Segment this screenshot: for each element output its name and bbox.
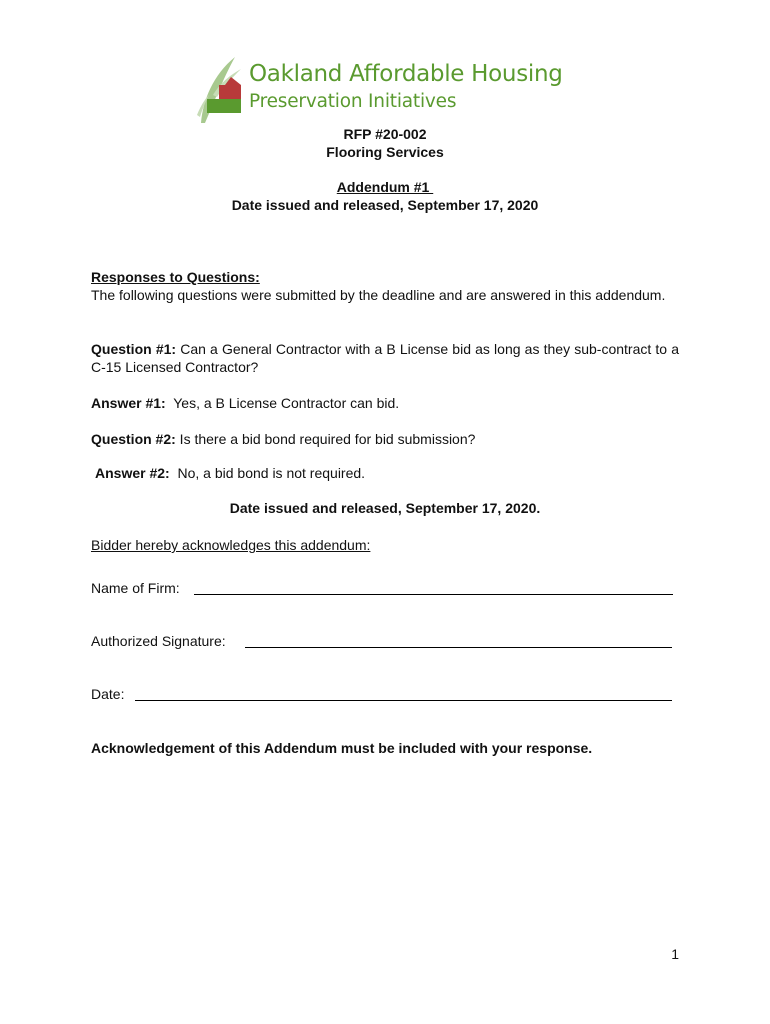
name-of-firm-field[interactable] xyxy=(194,594,673,595)
question-2 xyxy=(91,430,679,448)
responses-intro: The following questions were submitted by the deadline and are answered in this addendum. xyxy=(91,287,666,303)
issued-date-repeat: Date issued and released, September 17, 2020. xyxy=(229,500,541,516)
name-of-firm-label: Name of Firm: xyxy=(91,580,180,596)
issued-date: Date issued and released, September 17, 2020 xyxy=(231,197,539,213)
logo-org-name-line1: Oakland Affordable Housing xyxy=(249,61,563,87)
footer-note-text: Acknowledgement of this Addendum must be included with your response. xyxy=(91,740,593,756)
organization-logo xyxy=(195,55,585,127)
answer-1 xyxy=(91,394,679,412)
signature-field[interactable] xyxy=(245,647,672,648)
addendum-heading xyxy=(0,179,770,195)
footer-note xyxy=(91,739,679,757)
responses-heading-text: Responses to Questions: xyxy=(91,269,260,285)
answer-2 xyxy=(95,464,683,482)
question-2-label: Question #2: xyxy=(91,431,176,447)
question-1 xyxy=(91,340,679,376)
date-field[interactable] xyxy=(135,700,672,701)
acknowledge-heading xyxy=(91,536,679,554)
page-number: 1 xyxy=(671,946,679,962)
question-1-label: Question #1: xyxy=(91,341,177,357)
answer-2-text: No, a bid bond is not required. xyxy=(169,465,366,481)
answer-1-text: Yes, a B License Contractor can bid. xyxy=(165,395,400,411)
rfp-title: Flooring Services xyxy=(326,144,444,160)
logo-org-name-line2: Preservation Initiatives xyxy=(249,91,457,112)
addendum-number: Addendum #1 xyxy=(336,179,434,195)
answer-1-label: Answer #1: xyxy=(91,395,166,411)
signature-label: Authorized Signature: xyxy=(91,633,226,649)
answer-2-label: Answer #2: xyxy=(95,465,170,481)
date-label: Date: xyxy=(91,686,125,702)
question-1-text: Can a General Contractor with a B License bid as long as they sub-contract to a C-15 Licensed Contractor? xyxy=(91,341,680,375)
question-2-text: Is there a bid bond required for bid submission? xyxy=(175,431,476,447)
rfp-number: RFP #20-002 xyxy=(343,126,427,142)
responses-heading xyxy=(91,268,679,286)
acknowledge-heading-text: Bidder hereby acknowledges this addendum: xyxy=(91,537,371,553)
leaf-house-logo-icon xyxy=(195,55,247,125)
